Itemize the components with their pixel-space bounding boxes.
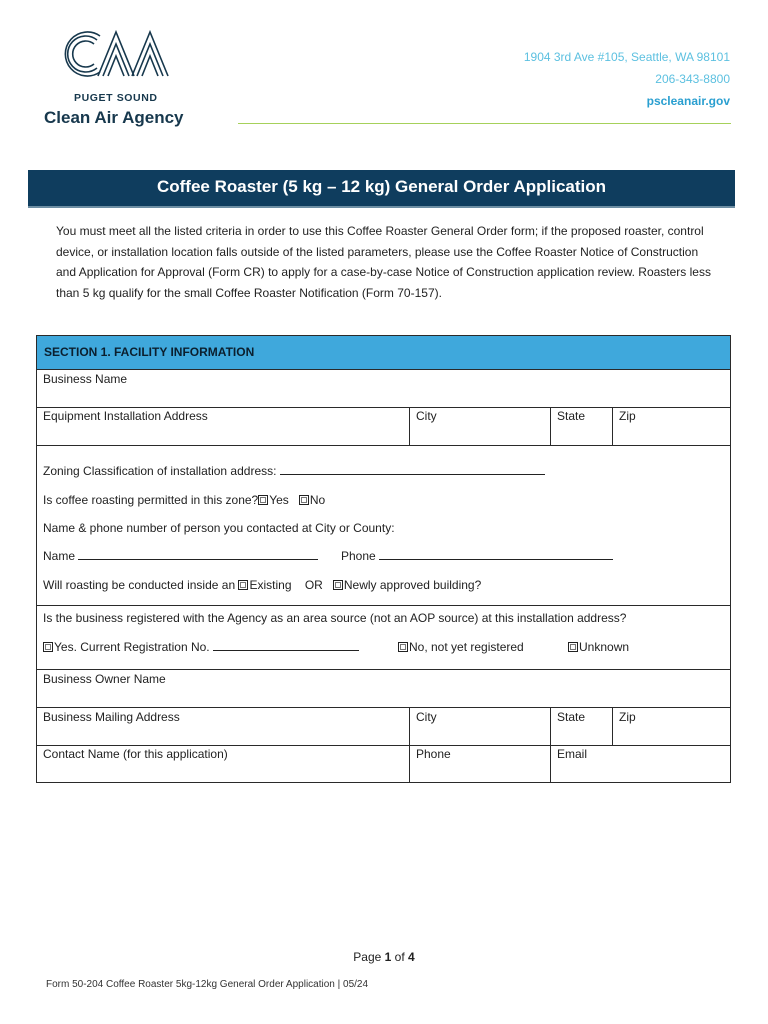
page-indicator <box>0 950 768 964</box>
page-of: of <box>394 950 405 964</box>
existing-checkbox[interactable] <box>238 580 248 590</box>
owner-name-field[interactable]: Business Owner Name <box>43 672 166 686</box>
contact-name-field[interactable]: Contact Name (for this application) <box>43 747 228 761</box>
permitted-question: Is coffee roasting permitted in this zone? <box>43 493 259 507</box>
contact-phone-line <box>341 549 613 563</box>
state-field[interactable]: State <box>557 409 586 423</box>
agency-website-link[interactable]: pscleanair.gov <box>646 94 730 108</box>
divider <box>550 407 551 445</box>
contact-phone-field[interactable]: Phone <box>416 747 451 761</box>
divider <box>37 445 730 446</box>
contact-name-line <box>43 549 318 563</box>
registration-question: Is the business registered with the Agency as an area source (not an AOP source) at this installation address? <box>43 611 627 625</box>
divider <box>37 669 730 670</box>
registration-yes-line <box>43 640 359 654</box>
building-question: Will roasting be conducted inside an <box>43 578 236 592</box>
permitted-line <box>43 493 325 507</box>
divider <box>37 407 730 408</box>
divider <box>550 745 551 783</box>
section-title: SECTION 1. FACILITY INFORMATION <box>44 345 255 359</box>
building-line <box>43 578 481 592</box>
registration-unknown-label: Unknown <box>579 640 630 654</box>
section-header <box>37 336 730 370</box>
mailing-state-field[interactable]: State <box>557 710 586 724</box>
contact-name-input[interactable] <box>78 549 318 560</box>
logo-agency-name: Clean Air Agency <box>44 108 184 127</box>
or-label: OR <box>304 578 323 592</box>
registration-unknown-checkbox[interactable] <box>568 642 578 652</box>
form-title: Coffee Roaster (5 kg – 12 kg) General Order Application <box>156 177 607 196</box>
form-title-bar <box>28 170 735 208</box>
logo-subtitle: PUGET SOUND <box>74 92 158 104</box>
divider <box>612 707 613 745</box>
permitted-yes-label: Yes <box>269 493 289 507</box>
caa-logo-icon <box>60 26 176 82</box>
divider <box>37 745 730 746</box>
registration-no-checkbox[interactable] <box>398 642 408 652</box>
contact-email-field[interactable]: Email <box>557 747 588 761</box>
registration-yes-checkbox[interactable] <box>43 642 53 652</box>
page-prefix: Page <box>353 950 382 964</box>
existing-label: Existing <box>249 578 292 592</box>
registration-number-input[interactable] <box>213 640 359 651</box>
contact-phone-label: Phone <box>341 549 376 563</box>
page-number: 1 <box>384 950 392 964</box>
permitted-no-label: No <box>309 493 326 507</box>
divider <box>612 407 613 445</box>
installation-address-field[interactable]: Equipment Installation Address <box>43 409 208 423</box>
zip-field[interactable]: Zip <box>619 409 636 423</box>
divider <box>409 745 410 783</box>
newly-approved-label: Newly approved building? <box>343 578 482 592</box>
mailing-zip-field[interactable]: Zip <box>619 710 636 724</box>
registration-no-line <box>398 640 524 654</box>
contact-phone-input[interactable] <box>379 549 613 560</box>
divider <box>409 407 410 445</box>
divider <box>550 707 551 745</box>
city-field[interactable]: City <box>416 409 437 423</box>
divider <box>409 707 410 745</box>
agency-address: 1904 3rd Ave #105, Seattle, WA 98101 <box>523 50 730 64</box>
business-name-field[interactable]: Business Name <box>43 372 128 386</box>
registration-yes-label: Yes. Current Registration No. <box>54 640 210 654</box>
permitted-yes-checkbox[interactable] <box>258 495 268 505</box>
facility-information-section <box>36 335 731 783</box>
mailing-city-field[interactable]: City <box>416 710 437 724</box>
intro-paragraph: You must meet all the listed criteria in order to use this Coffee Roaster General Order form; if the proposed roaster, control device, or installation location falls outside of the listed parameters, please use the Coffee Roaster Notice of Construction and Application for Approval (Form CR) to apply for a case-by-case Notice of Construction application review. Roasters less than 5 kg qualify for the small Coffee Roaster Notification (Form 70-157). <box>56 224 711 300</box>
divider <box>37 605 730 606</box>
divider <box>37 707 730 708</box>
registration-unknown-line <box>568 640 629 654</box>
registration-no-label: No, not yet registered <box>409 640 524 654</box>
zoning-line <box>43 464 545 478</box>
page-total: 4 <box>408 950 415 964</box>
mailing-address-field[interactable]: Business Mailing Address <box>43 710 180 724</box>
form-identifier: Form 50-204 Coffee Roaster 5kg-12kg General Order Application | 05/24 <box>46 979 369 990</box>
newly-approved-checkbox[interactable] <box>333 580 343 590</box>
contact-name-label: Name <box>43 549 76 563</box>
zoning-label: Zoning Classification of installation address: <box>43 464 277 478</box>
header-divider <box>238 123 731 124</box>
zoning-input[interactable] <box>280 464 545 475</box>
permitted-no-checkbox[interactable] <box>299 495 309 505</box>
contact-question: Name & phone number of person you contacted at City or County: <box>43 521 395 535</box>
agency-phone: 206-343-8800 <box>655 72 730 86</box>
